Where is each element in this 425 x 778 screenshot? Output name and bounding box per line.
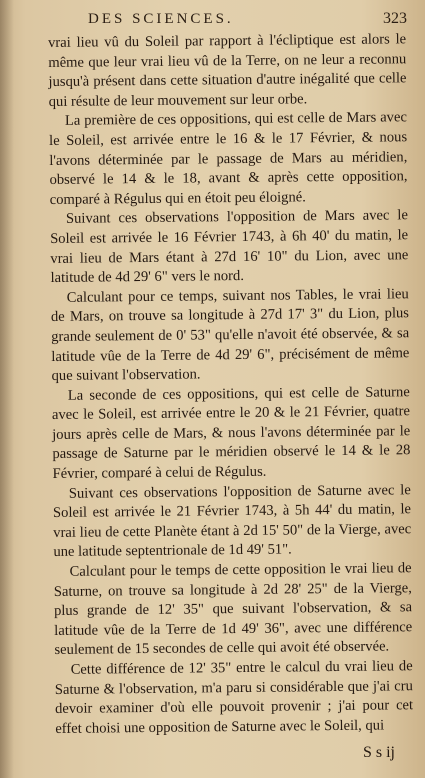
paragraph-continued: vrai lieu vû du Soleil par rapport à l'écliptique est alors le même que leur vrai lieu vû de la Terre, on ne leur a reconnu jusqu'à présent dans cette situation d'autre inégalité que celle qui résulte de leur mouvement sur leur orbe. bbox=[48, 31, 407, 110]
paragraph-saturn-calculation: Calculant pour le temps de cette opposition le vrai lieu de Saturne, on trouve sa longitude à 2d 28' 25" de la Vierge, plus grande de 12' 35" que suivant l'observation, & sa latitude vûe de la Terre de 1d 49' 36", avec une différence seulement de 15 secondes de celle qui avoit été observée. bbox=[53, 560, 413, 659]
paragraph-mars-calculation: Calculant pour ce temps, suivant nos Tables, le vrai lieu de Mars, on trouve sa longitude à 27d 17' 3" du Lion, plus grande seulement de 0' 53" qu'elle n'avoit été observée, & sa latitude vûe de la Terre de 4d 29' 6", précisément de même que suivant l'observation. bbox=[50, 285, 410, 385]
paragraph-saturn-observation: Suivant ces observations l'opposition de Saturne avec le Soleil est arrivée le 21 Février 1743, à 5h 44' du matin, le vrai lieu de cette Planète étant à 2d 15' 50" de la Vierge, avec une latitude septentrionale de 1d 49' 51". bbox=[52, 481, 412, 561]
paragraph-mars-observation: Suivant ces observations l'opposition de Mars avec le Soleil est arrivée le 16 Février 1743, à 6h 40' du matin, le vrai lieu de Mars étant à 27d 16' 10" du Lion, avec une latitude de 4d 29' 6" vers le nord. bbox=[50, 207, 409, 287]
paragraph-mars-opposition: La première de ces oppositions, qui est celle de Mars avec le Soleil, est arrivée entre le 16 & le 17 Février, & nous l'avons déterminée par le passage de Mars au méridien, observé le 14 & le 18, avant & après cette opposition, comparé à Régulus qui en étoit peu éloigné. bbox=[49, 109, 408, 208]
running-head: DES SCIENCES. bbox=[88, 11, 234, 27]
paragraph-saturn-difference: Cette différence de 12' 35" entre le calcul du vrai lieu de Saturne & l'observation, m'a paru si considérable que j'ai cru devoir examiner d'où elle pouvoit provenir ; j'ai pour cet effet choisi une opposition de Saturne avec le Soleil, qui bbox=[54, 658, 414, 737]
page-gutter-shadow bbox=[0, 0, 14, 778]
page-body bbox=[48, 30, 413, 739]
signature-mark: S s ij bbox=[362, 744, 395, 761]
paragraph-saturn-opposition: La seconde de ces oppositions, qui est celle de Saturne avec le Soleil, est arrivée entre le 20 & le 21 Février, quatre jours après celle de Mars, & nous l'avons déterminée par le passage de Saturne par le méridien observé le 14 & le 28 Février, comparé à celui de Régulus. bbox=[51, 383, 411, 483]
page-number: 323 bbox=[383, 10, 407, 27]
